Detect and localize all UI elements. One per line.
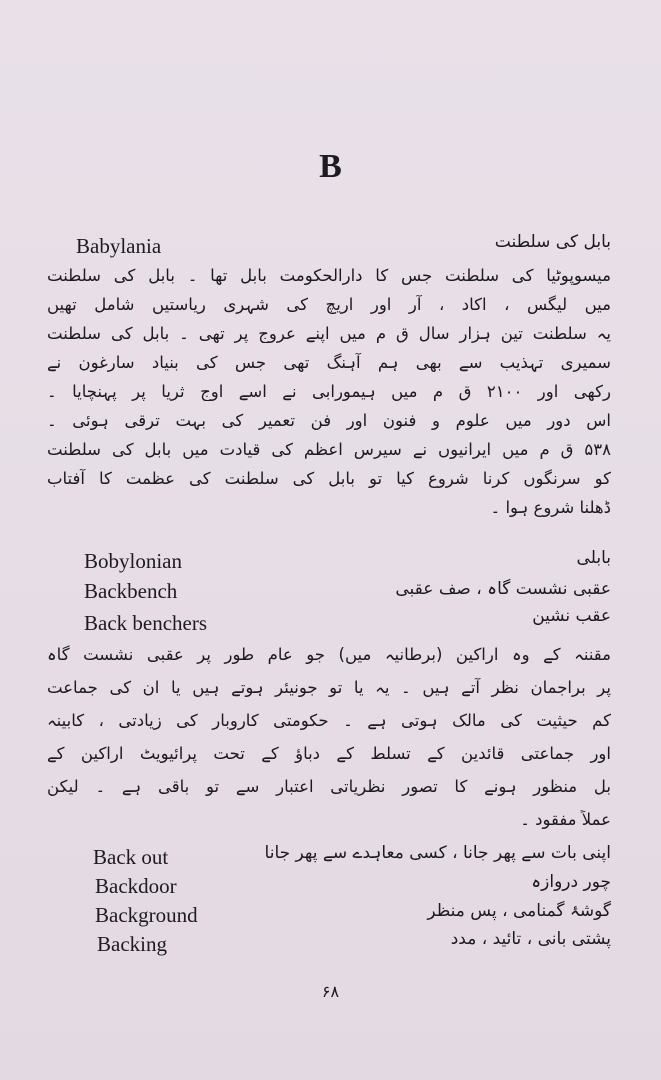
section-letter: B <box>319 148 342 185</box>
paragraph-line: اس دور میں علوم و فنون اور فن تعمیر کی بہت ترقی ہوئی ۔ <box>47 411 611 430</box>
meaning-background: گوشۂ گمنامی ، پس منظر <box>427 901 611 921</box>
paragraph-line: کو سرنگوں کرنا شروع کیا تو بابل کی سلطنت کی عظمت کا آفتاب <box>47 469 611 488</box>
paragraph-line: میں لیگس ، اکاد ، آر اور اریچ کی شہری ریاستیں شامل تھیں <box>47 295 611 314</box>
heading-babylania: بابل کی سلطنت <box>494 232 611 252</box>
term-backdoor: Backdoor <box>95 874 177 898</box>
meaning-back-benchers: عقب نشین <box>532 606 611 626</box>
meaning-backbench: عقبی نشست گاہ ، صف عقبی <box>395 579 611 599</box>
term-backbench: Backbench <box>84 579 178 603</box>
paragraph-line: میسوپوٹیا کی سلطنت جس کا دارالحکومت بابل تھا ۔ بابل کی سلطنت <box>47 266 611 285</box>
paragraph-line: سمیری تہذیب سے بھی ہم آہنگ تھی جس کی بنیاد سارغون نے <box>47 353 611 372</box>
term-babylania: Babylania <box>76 234 162 258</box>
paragraph-line: اور جماعتی قائدین کے تسلط کے دباؤ کے تحت پرائیویٹ اراکین کے <box>47 744 611 763</box>
paragraph-line: عملاً مفقود ۔ <box>520 810 611 829</box>
meaning-bobylonian: بابلی <box>576 548 611 568</box>
term-backing: Backing <box>97 932 167 956</box>
term-back-out: Back out <box>93 845 169 869</box>
paragraph-line: مقننہ کے وہ اراکین (برطانیہ میں) جو عام طور پر عقبی نشست گاہ <box>47 645 611 664</box>
term-bobylonian: Bobylonian <box>84 549 182 573</box>
paragraph-line: بل منظور ہونے کا تصور نظریاتی اعتبار سے تو باقی ہے ۔ لیکن <box>47 777 611 796</box>
paragraph-line: یہ سلطنت تین ہزار سال ق م میں اپنے عروج پر تھی ۔ بابل کی سلطنت <box>47 324 611 343</box>
term-background: Background <box>95 903 198 927</box>
paragraph-line: کم حیثیت کی مالک ہوتی ہے ۔ حکومتی کاروبار کی زیادتی ، کابینہ <box>47 711 611 730</box>
paragraph-line: رکھی اور ۲۱۰۰ ق م میں ہیمورابی نے اسے اوج ثریا پر پہنچایا ۔ <box>47 382 611 401</box>
paragraph-line: ڈھلنا شروع ہوا ۔ <box>490 498 611 517</box>
paragraph-line: پر براجمان نظر آتے ہیں ۔ یہ یا تو جونیئر ہوتے ہیں یا ان کی جماعت <box>47 678 611 697</box>
meaning-backdoor: چور دروازہ <box>531 872 611 892</box>
meaning-backing: پشتی بانی ، تائید ، مدد <box>450 929 611 949</box>
page-number: ۶۸ <box>321 982 340 1001</box>
paragraph-line: ۵۳۸ ق م میں ایرانیوں نے سیرس اعظم کی قیادت میں بابل کی سلطنت <box>47 440 611 459</box>
meaning-back-out: اپنی بات سے پھر جانا ، کسی معاہدے سے پھر جانا <box>264 843 611 863</box>
term-back-benchers: Back benchers <box>84 611 208 635</box>
